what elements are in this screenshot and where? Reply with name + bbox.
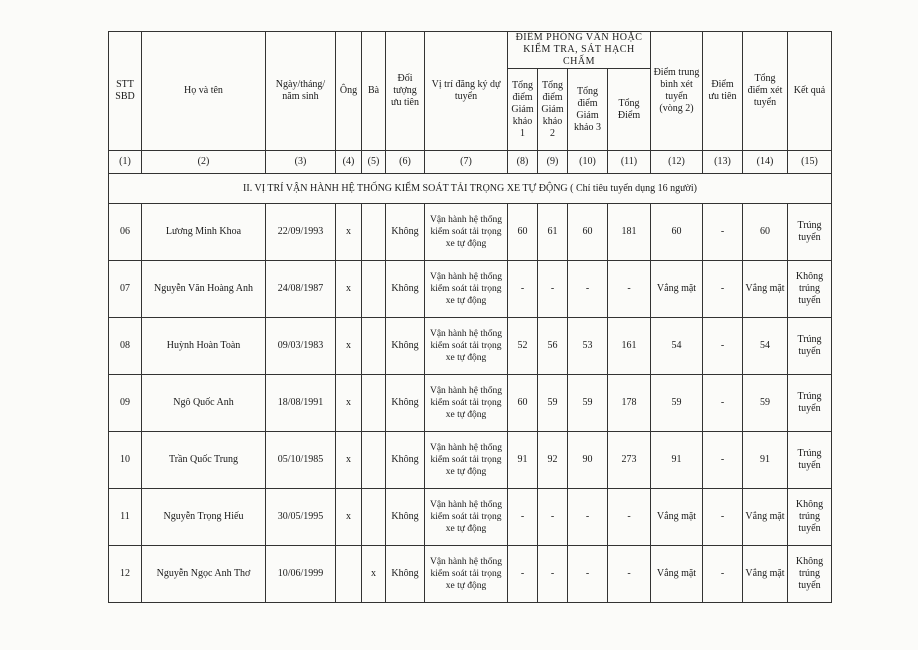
diem-tb-cell: 54 <box>651 318 703 375</box>
gk3-cell: 60 <box>568 204 608 261</box>
results-sheet <box>108 31 831 603</box>
diem-tb-cell: Vắng mặt <box>651 489 703 546</box>
tong-diem-cell: - <box>608 489 651 546</box>
ket-qua-cell: Trúng tuyển <box>788 204 832 261</box>
name-cell: Nguyễn Trọng Hiếu <box>142 489 266 546</box>
header-stt-sbd: STT SBD <box>109 32 142 151</box>
gk3-cell: - <box>568 546 608 603</box>
name-cell: Huỳnh Hoàn Toàn <box>142 318 266 375</box>
dob-cell: 24/08/1987 <box>266 261 336 318</box>
gk3-cell: - <box>568 489 608 546</box>
table-row <box>109 261 832 318</box>
uu-tien-cell: Không <box>386 375 425 432</box>
ba-cell <box>362 489 386 546</box>
diem-tb-cell: 91 <box>651 432 703 489</box>
vi-tri-cell: Vận hành hệ thống kiểm soát tải trọng xe tự động <box>425 546 508 603</box>
ong-cell: x <box>336 318 362 375</box>
results-table <box>108 31 832 603</box>
header-tong-xet-tuyen: Tổng điểm xét tuyển <box>743 32 788 151</box>
vi-tri-cell: Vận hành hệ thống kiểm soát tải trọng xe tự động <box>425 204 508 261</box>
uu-tien-cell: Không <box>386 318 425 375</box>
tong-xet-tuyen-cell: 91 <box>743 432 788 489</box>
column-number: (9) <box>538 151 568 174</box>
gk2-cell: 61 <box>538 204 568 261</box>
gk1-cell: 91 <box>508 432 538 489</box>
header-ba: Bà <box>362 32 386 151</box>
gk3-cell: 53 <box>568 318 608 375</box>
column-number: (8) <box>508 151 538 174</box>
ba-cell: x <box>362 546 386 603</box>
column-number: (3) <box>266 151 336 174</box>
vi-tri-cell: Vận hành hệ thống kiểm soát tải trọng xe tự động <box>425 318 508 375</box>
diem-uu-tien-cell: - <box>703 375 743 432</box>
table-row <box>109 204 832 261</box>
diem-tb-cell: 60 <box>651 204 703 261</box>
table-row <box>109 318 832 375</box>
ket-qua-cell: Không trúng tuyển <box>788 261 832 318</box>
ket-qua-cell: Trúng tuyển <box>788 432 832 489</box>
name-cell: Ngô Quốc Anh <box>142 375 266 432</box>
tong-diem-cell: 181 <box>608 204 651 261</box>
header-gk3: Tổng điểm Giám khảo 3 <box>568 69 608 151</box>
tong-xet-tuyen-cell: 59 <box>743 375 788 432</box>
header-ho-ten: Họ và tên <box>142 32 266 151</box>
diem-uu-tien-cell: - <box>703 318 743 375</box>
ket-qua-cell: Trúng tuyển <box>788 318 832 375</box>
tong-diem-cell: 178 <box>608 375 651 432</box>
stt-cell: 08 <box>109 318 142 375</box>
gk2-cell: 56 <box>538 318 568 375</box>
vi-tri-cell: Vận hành hệ thống kiểm soát tải trọng xe tự động <box>425 261 508 318</box>
stt-cell: 06 <box>109 204 142 261</box>
gk1-cell: 60 <box>508 375 538 432</box>
stt-cell: 10 <box>109 432 142 489</box>
diem-tb-cell: 59 <box>651 375 703 432</box>
column-number: (7) <box>425 151 508 174</box>
diem-uu-tien-cell: - <box>703 204 743 261</box>
gk2-cell: - <box>538 261 568 318</box>
section-title: II. VỊ TRÍ VẬN HÀNH HỆ THỐNG KIỂM SOÁT TẢI TRỌNG XE TỰ ĐỘNG ( Chỉ tiêu tuyển dụng 16 người) <box>109 174 832 204</box>
dob-cell: 09/03/1983 <box>266 318 336 375</box>
diem-tb-cell: Vắng mặt <box>651 546 703 603</box>
ong-cell: x <box>336 432 362 489</box>
table-row <box>109 432 832 489</box>
uu-tien-cell: Không <box>386 546 425 603</box>
diem-uu-tien-cell: - <box>703 546 743 603</box>
column-number: (2) <box>142 151 266 174</box>
uu-tien-cell: Không <box>386 489 425 546</box>
ba-cell <box>362 318 386 375</box>
column-number: (14) <box>743 151 788 174</box>
column-number: (13) <box>703 151 743 174</box>
column-number: (15) <box>788 151 832 174</box>
column-number: (1) <box>109 151 142 174</box>
header-gk1: Tổng điểm Giám khảo 1 <box>508 69 538 151</box>
gk3-cell: - <box>568 261 608 318</box>
ong-cell: x <box>336 489 362 546</box>
gk3-cell: 90 <box>568 432 608 489</box>
table-row <box>109 489 832 546</box>
header-ngay-sinh: Ngày/tháng/ năm sinh <box>266 32 336 151</box>
diem-tb-cell: Vắng mặt <box>651 261 703 318</box>
header-doi-tuong: Đối tượng ưu tiên <box>386 32 425 151</box>
ba-cell <box>362 375 386 432</box>
tong-xet-tuyen-cell: Vắng mặt <box>743 261 788 318</box>
vi-tri-cell: Vận hành hệ thống kiểm soát tải trọng xe tự động <box>425 432 508 489</box>
diem-uu-tien-cell: - <box>703 261 743 318</box>
tong-diem-cell: - <box>608 261 651 318</box>
dob-cell: 30/05/1995 <box>266 489 336 546</box>
column-number: (10) <box>568 151 608 174</box>
name-cell: Lương Minh Khoa <box>142 204 266 261</box>
section-row <box>109 174 832 204</box>
gk2-cell: 92 <box>538 432 568 489</box>
tong-xet-tuyen-cell: 60 <box>743 204 788 261</box>
header-diem-tb: Điểm trung bình xét tuyển (vòng 2) <box>651 32 703 151</box>
stt-cell: 09 <box>109 375 142 432</box>
ba-cell <box>362 261 386 318</box>
name-cell: Trần Quốc Trung <box>142 432 266 489</box>
header-gk2: Tổng điểm Giám khảo 2 <box>538 69 568 151</box>
ket-qua-cell: Không trúng tuyển <box>788 489 832 546</box>
dob-cell: 18/08/1991 <box>266 375 336 432</box>
uu-tien-cell: Không <box>386 204 425 261</box>
gk1-cell: - <box>508 261 538 318</box>
vi-tri-cell: Vận hành hệ thống kiểm soát tải trọng xe tự động <box>425 489 508 546</box>
table-row <box>109 546 832 603</box>
header-tong-diem: Tổng Điểm <box>608 69 651 151</box>
dob-cell: 22/09/1993 <box>266 204 336 261</box>
ket-qua-cell: Không trúng tuyển <box>788 546 832 603</box>
header-vi-tri: Vị trí đăng ký dự tuyển <box>425 32 508 151</box>
column-number: (11) <box>608 151 651 174</box>
gk2-cell: - <box>538 546 568 603</box>
tong-diem-cell: 273 <box>608 432 651 489</box>
stt-cell: 07 <box>109 261 142 318</box>
gk2-cell: - <box>538 489 568 546</box>
dob-cell: 05/10/1985 <box>266 432 336 489</box>
tong-xet-tuyen-cell: Vắng mặt <box>743 489 788 546</box>
dob-cell: 10/06/1999 <box>266 546 336 603</box>
ong-cell <box>336 546 362 603</box>
tong-diem-cell: - <box>608 546 651 603</box>
table-row <box>109 375 832 432</box>
table-header <box>109 32 832 174</box>
ong-cell: x <box>336 375 362 432</box>
uu-tien-cell: Không <box>386 261 425 318</box>
header-diem-uu-tien: Điểm ưu tiên <box>703 32 743 151</box>
gk3-cell: 59 <box>568 375 608 432</box>
uu-tien-cell: Không <box>386 432 425 489</box>
ong-cell: x <box>336 204 362 261</box>
gk2-cell: 59 <box>538 375 568 432</box>
gk1-cell: 60 <box>508 204 538 261</box>
gk1-cell: 52 <box>508 318 538 375</box>
column-number: (6) <box>386 151 425 174</box>
ba-cell <box>362 432 386 489</box>
ong-cell: x <box>336 261 362 318</box>
ket-qua-cell: Trúng tuyển <box>788 375 832 432</box>
gk1-cell: - <box>508 489 538 546</box>
tong-xet-tuyen-cell: 54 <box>743 318 788 375</box>
column-number: (12) <box>651 151 703 174</box>
name-cell: Nguyễn Văn Hoàng Anh <box>142 261 266 318</box>
tong-xet-tuyen-cell: Vắng mặt <box>743 546 788 603</box>
vi-tri-cell: Vận hành hệ thống kiểm soát tải trọng xe tự động <box>425 375 508 432</box>
table-body <box>109 204 832 603</box>
header-group-phong-van: ĐIỂM PHỎNG VẤN HOẶC KIỂM TRA, SÁT HẠCH CHẤM <box>508 32 651 69</box>
column-number: (5) <box>362 151 386 174</box>
ba-cell <box>362 204 386 261</box>
column-number: (4) <box>336 151 362 174</box>
gk1-cell: - <box>508 546 538 603</box>
header-ong: Ông <box>336 32 362 151</box>
column-number-row <box>109 151 832 174</box>
name-cell: Nguyễn Ngọc Anh Thơ <box>142 546 266 603</box>
tong-diem-cell: 161 <box>608 318 651 375</box>
stt-cell: 12 <box>109 546 142 603</box>
diem-uu-tien-cell: - <box>703 432 743 489</box>
diem-uu-tien-cell: - <box>703 489 743 546</box>
header-ket-qua: Kết quả <box>788 32 832 151</box>
stt-cell: 11 <box>109 489 142 546</box>
